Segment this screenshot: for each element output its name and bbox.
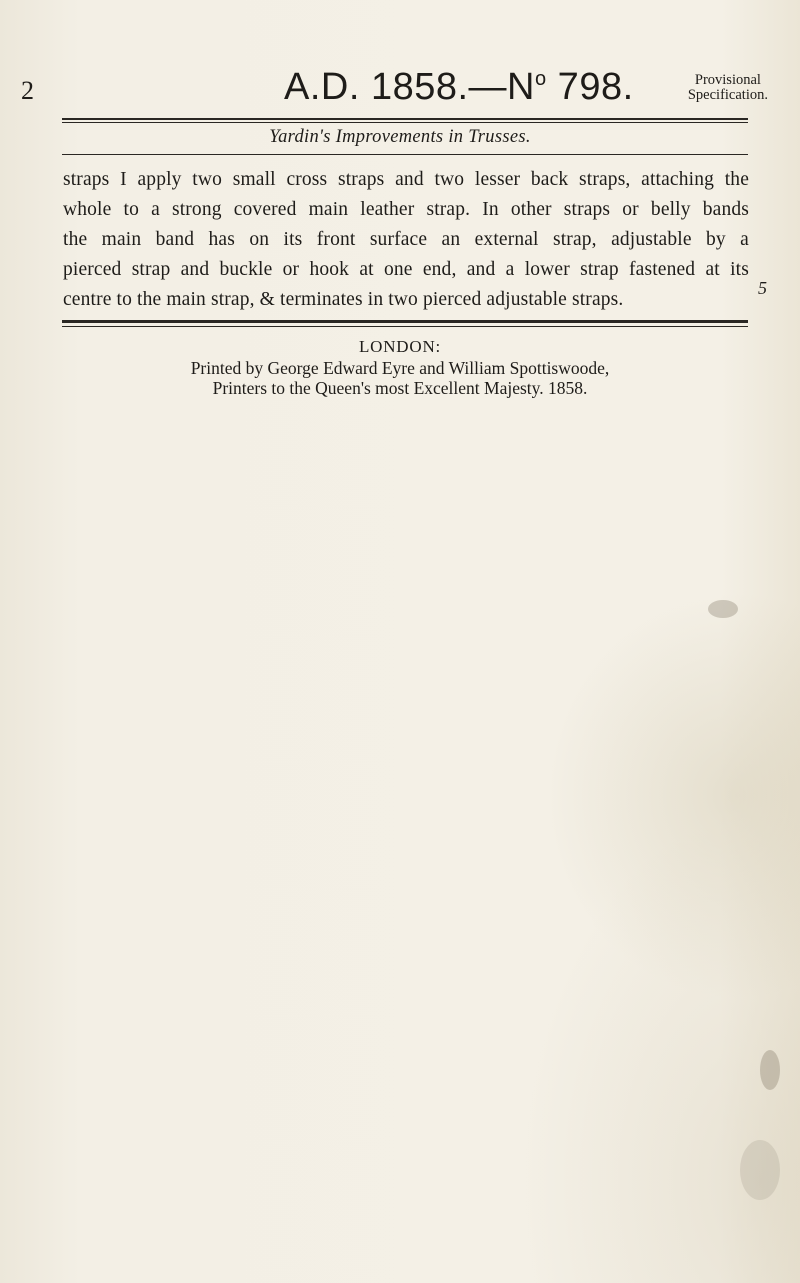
body-line: the main band has on its front surface an external strap, adjustable by a xyxy=(63,229,749,250)
header-side-label xyxy=(688,73,768,103)
imprint-printers-to-line: Printers to the Queen's most Excellent Majesty. 1858. xyxy=(212,378,588,398)
body-line: centre to the main strap, & terminates in two pierced adjustable straps. xyxy=(63,289,624,310)
body-line: pierced strap and buckle or hook at one end, and a lower strap fastened at its xyxy=(63,259,749,280)
paper-speck xyxy=(760,1050,780,1090)
body-line: straps I apply two small cross straps and two lesser back straps, attaching the xyxy=(63,169,749,190)
header-rule-thick xyxy=(62,118,748,120)
header-title xyxy=(284,67,634,107)
imprint-printer-line: Printed by George Edward Eyre and William Spottiswoode, xyxy=(190,358,610,378)
header-title-superscript: o xyxy=(535,68,547,90)
header-side-line-2: Specification. xyxy=(687,87,768,103)
header-title-number: 798. xyxy=(546,66,634,108)
margin-line-number: 5 xyxy=(758,278,767,298)
closing-rule-thin xyxy=(62,326,748,327)
paper-speck xyxy=(740,1140,780,1200)
subtitle-rule xyxy=(62,154,748,155)
header-side-line-1: Provisional xyxy=(694,72,761,88)
imprint-city: LONDON: xyxy=(358,337,442,356)
header-rule-thin xyxy=(62,122,748,123)
body-line: whole to a strong covered main leather strap. In other straps or belly bands xyxy=(63,199,749,220)
paper-speck xyxy=(708,600,738,618)
page-header xyxy=(0,60,800,120)
closing-rule-thick xyxy=(62,320,748,323)
printer-imprint xyxy=(0,336,800,398)
header-title-main: A.D. 1858.—N xyxy=(284,66,535,108)
document-subtitle: Yardin's Improvements in Trusses. xyxy=(269,127,531,147)
body-paragraph xyxy=(63,165,749,315)
page-number: 2 xyxy=(21,76,34,105)
